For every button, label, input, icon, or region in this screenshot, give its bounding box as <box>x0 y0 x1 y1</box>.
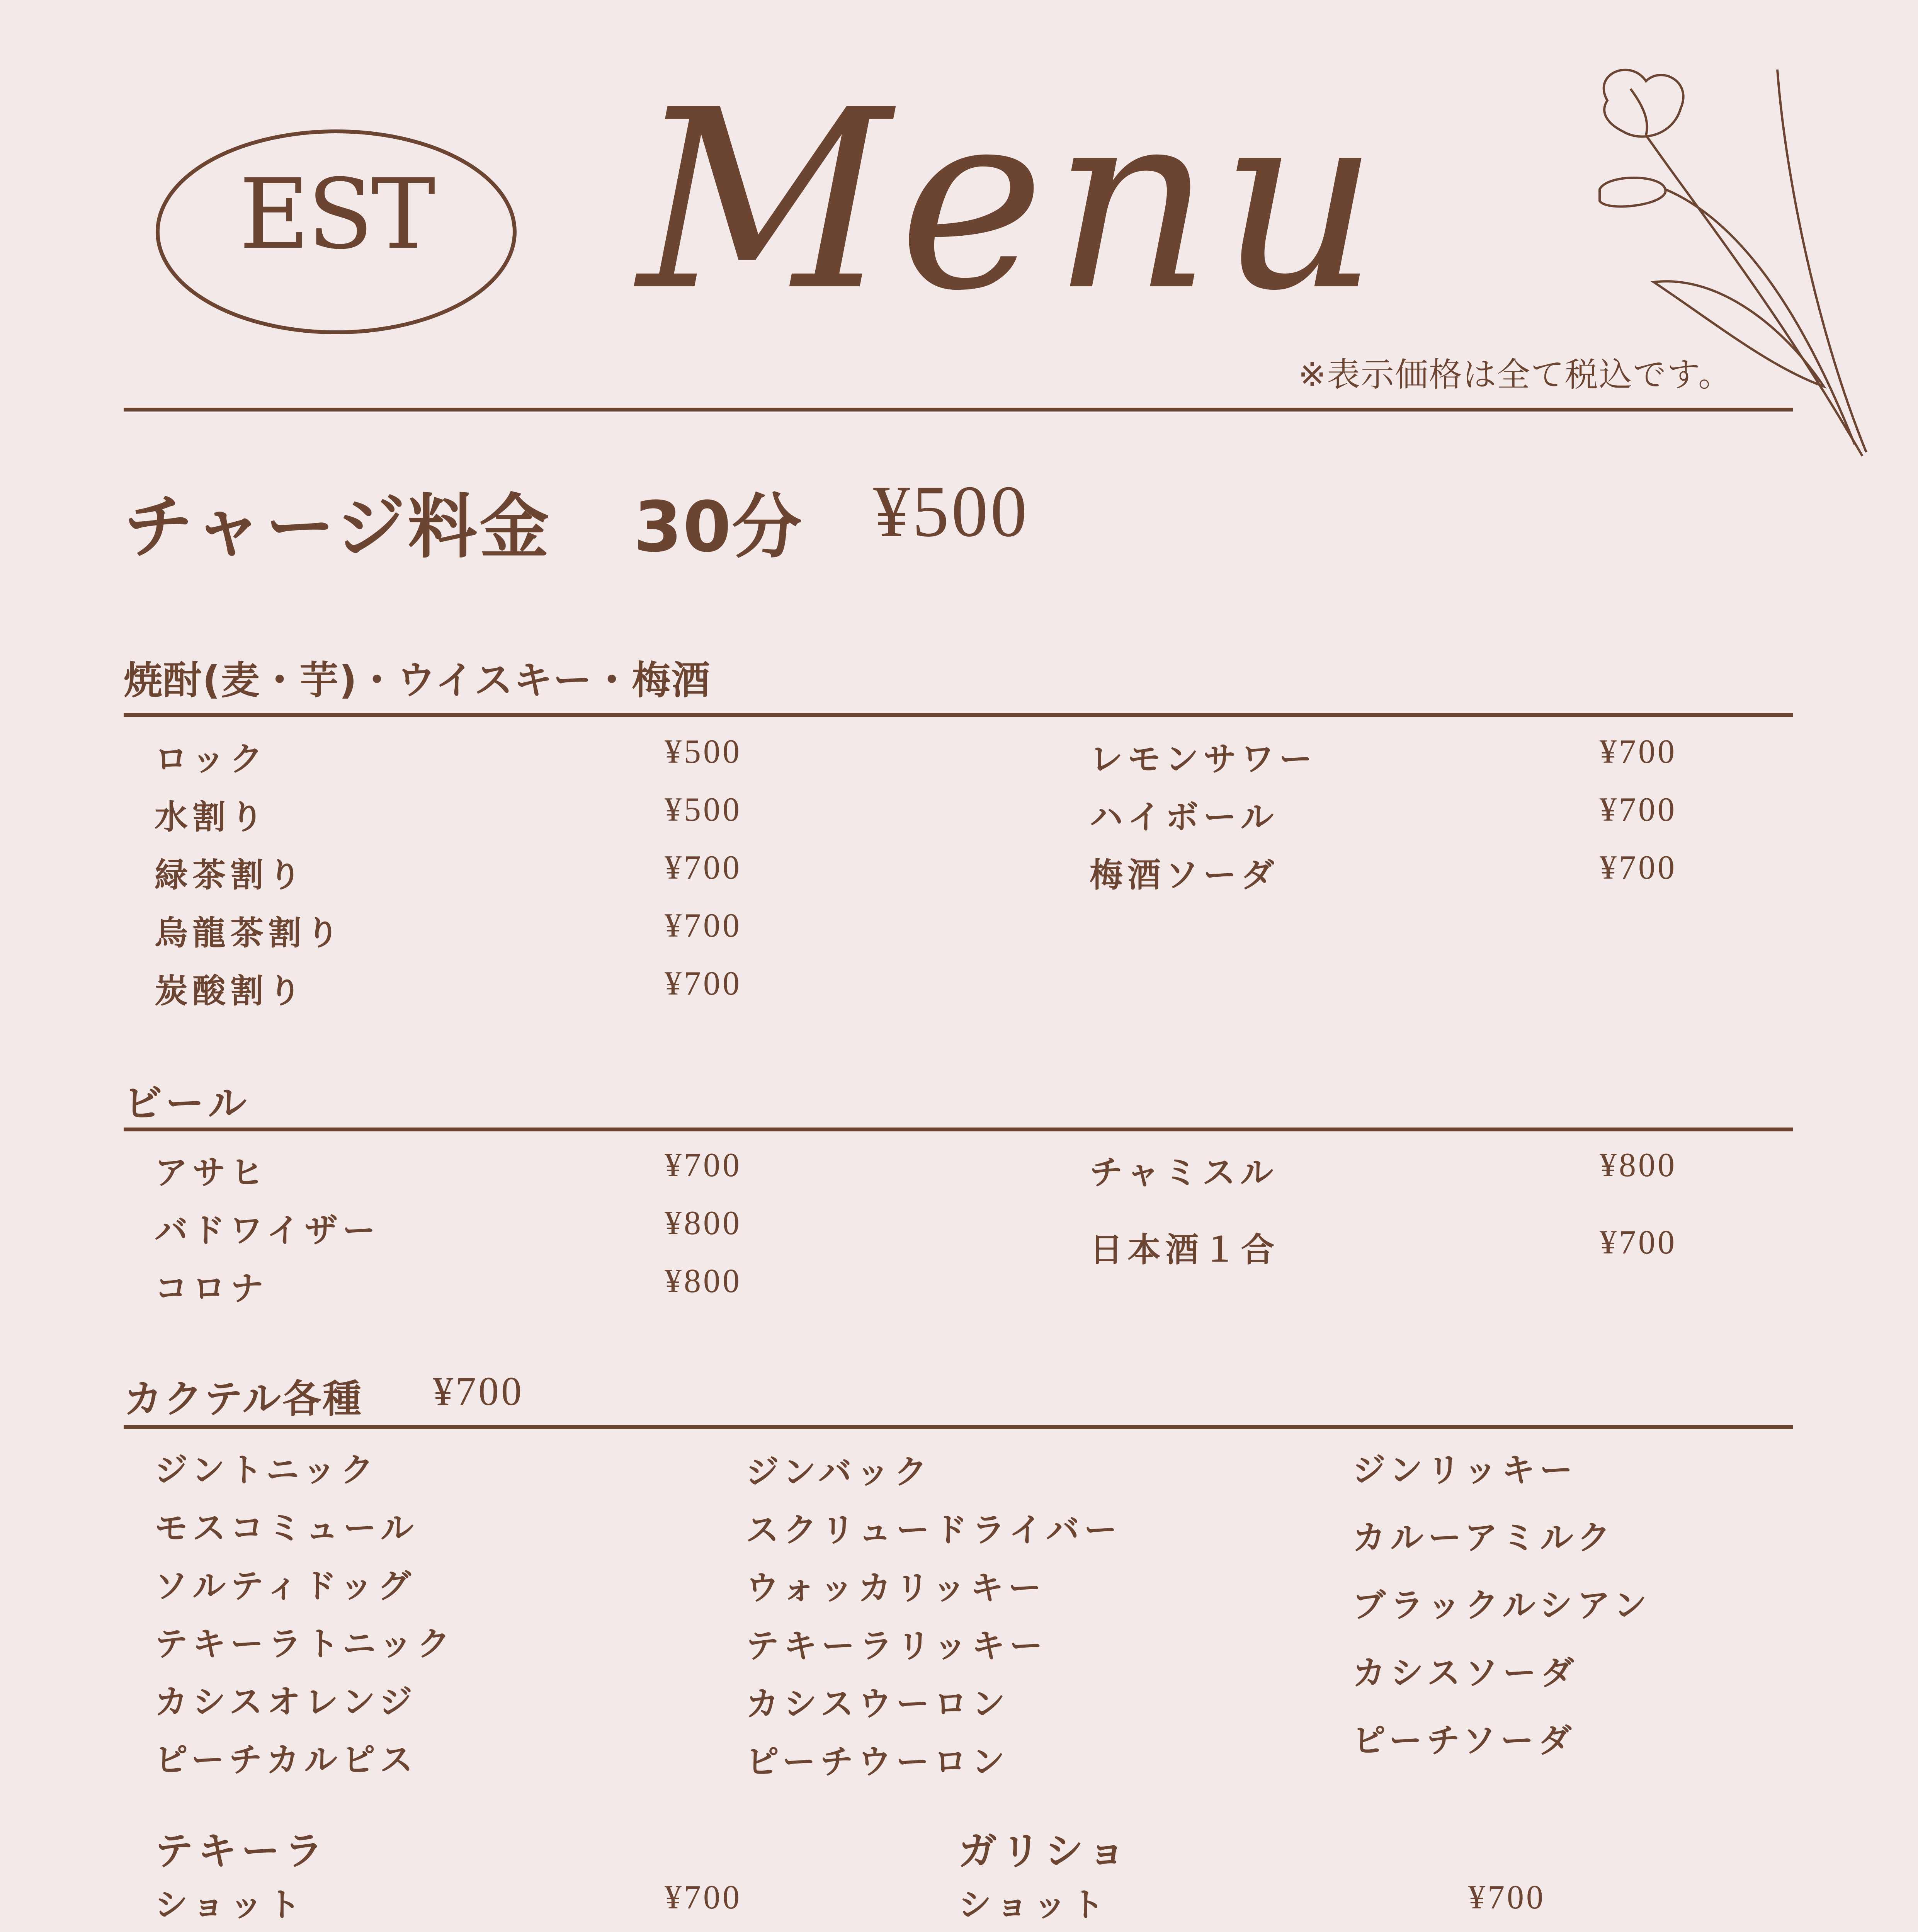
cocktail-item: カルーアミルク <box>1352 1519 1615 1557</box>
shochu-price-2: ¥500 <box>665 791 742 828</box>
shochu-price-6: ¥700 <box>1600 733 1677 770</box>
galicia-title: ガリショ <box>958 1828 1131 1874</box>
menu-title: Menu <box>638 57 1387 345</box>
shochu-item-4: 烏龍茶割り <box>155 914 344 952</box>
cocktail-item: ソルティドッグ <box>155 1567 416 1605</box>
cocktail-item: ピーチソーダ <box>1352 1721 1576 1760</box>
beer-price-2: ¥800 <box>665 1204 742 1242</box>
cocktail-item: ジンリッキー <box>1352 1451 1578 1490</box>
cocktail-title: カクテル各種 <box>124 1376 363 1422</box>
cocktail-item: ジンバック <box>746 1453 932 1492</box>
galicia-price-1: ¥700 <box>1468 1879 1546 1916</box>
beer-price-5: ¥700 <box>1600 1224 1677 1261</box>
beer-divider <box>124 1128 1793 1131</box>
shochu-item-2: 水割り <box>155 798 268 837</box>
shochu-price-5: ¥700 <box>665 965 742 1002</box>
logo-text: EST <box>239 158 434 270</box>
shochu-item-5: 炭酸割り <box>155 972 306 1010</box>
shochu-item-3: 緑茶割り <box>155 856 306 895</box>
shochu-item-6: レモンサワー <box>1090 740 1317 779</box>
beer-item-1: アサヒ <box>155 1153 268 1192</box>
cocktail-item: カシスソーダ <box>1352 1654 1579 1692</box>
shochu-item-7: ハイボール <box>1090 798 1279 837</box>
shochu-title: 焼酎(麦・芋)・ウイスキー・梅酒 <box>124 658 711 703</box>
charge-label: チャージ料金 <box>124 487 552 568</box>
cocktail-item: ブラックルシアン <box>1352 1586 1652 1625</box>
shochu-price-3: ¥700 <box>665 849 742 886</box>
shochu-price-7: ¥700 <box>1600 791 1677 828</box>
charge-time: 30分 <box>634 487 803 568</box>
cocktail-item: ピーチカルピス <box>155 1741 418 1779</box>
charge-price: ¥500 <box>873 471 1029 552</box>
cocktail-item: テキーラリッキー <box>746 1627 1047 1665</box>
cocktail-item: ジントニック <box>155 1451 378 1490</box>
beer-price-1: ¥700 <box>665 1146 742 1184</box>
beer-price-4: ¥800 <box>1600 1146 1677 1184</box>
tequila-title: テキーラ <box>155 1828 328 1874</box>
cocktail-item: カシスウーロン <box>746 1685 1010 1723</box>
beer-price-3: ¥800 <box>665 1262 742 1300</box>
tulip-illustration <box>1584 58 1893 464</box>
beer-item-2: バドワイザー <box>155 1211 380 1250</box>
cocktail-price: ¥700 <box>433 1369 524 1414</box>
shochu-price-8: ¥700 <box>1600 849 1677 886</box>
cocktail-divider <box>124 1425 1793 1429</box>
cocktail-item: カシスオレンジ <box>155 1683 417 1721</box>
tax-note: ※表示価格は全て税込です。 <box>1298 355 1733 394</box>
tequila-item-1: ショット <box>155 1886 306 1924</box>
beer-item-3: コロナ <box>155 1269 268 1308</box>
shochu-item-8: 梅酒ソーダ <box>1090 856 1279 895</box>
cocktail-item: ピーチウーロン <box>746 1743 1010 1781</box>
cocktail-item: スクリュードライバー <box>746 1511 1122 1549</box>
beer-title: ビール <box>124 1081 251 1126</box>
shochu-price-4: ¥700 <box>665 907 742 944</box>
header-divider <box>124 408 1793 412</box>
cocktail-item: モスコミュール <box>155 1509 418 1548</box>
shochu-item-1: ロック <box>155 740 268 779</box>
tequila-price-1: ¥700 <box>665 1879 742 1916</box>
shochu-divider <box>124 713 1793 717</box>
cocktail-item: テキーラトニック <box>155 1625 455 1663</box>
galicia-item-1: ショット <box>958 1886 1109 1924</box>
shochu-price-1: ¥500 <box>665 733 742 770</box>
beer-item-4: チャミスル <box>1090 1153 1278 1192</box>
beer-item-5: 日本酒１合 <box>1090 1231 1279 1269</box>
cocktail-item: ウォッカリッキー <box>746 1569 1046 1607</box>
